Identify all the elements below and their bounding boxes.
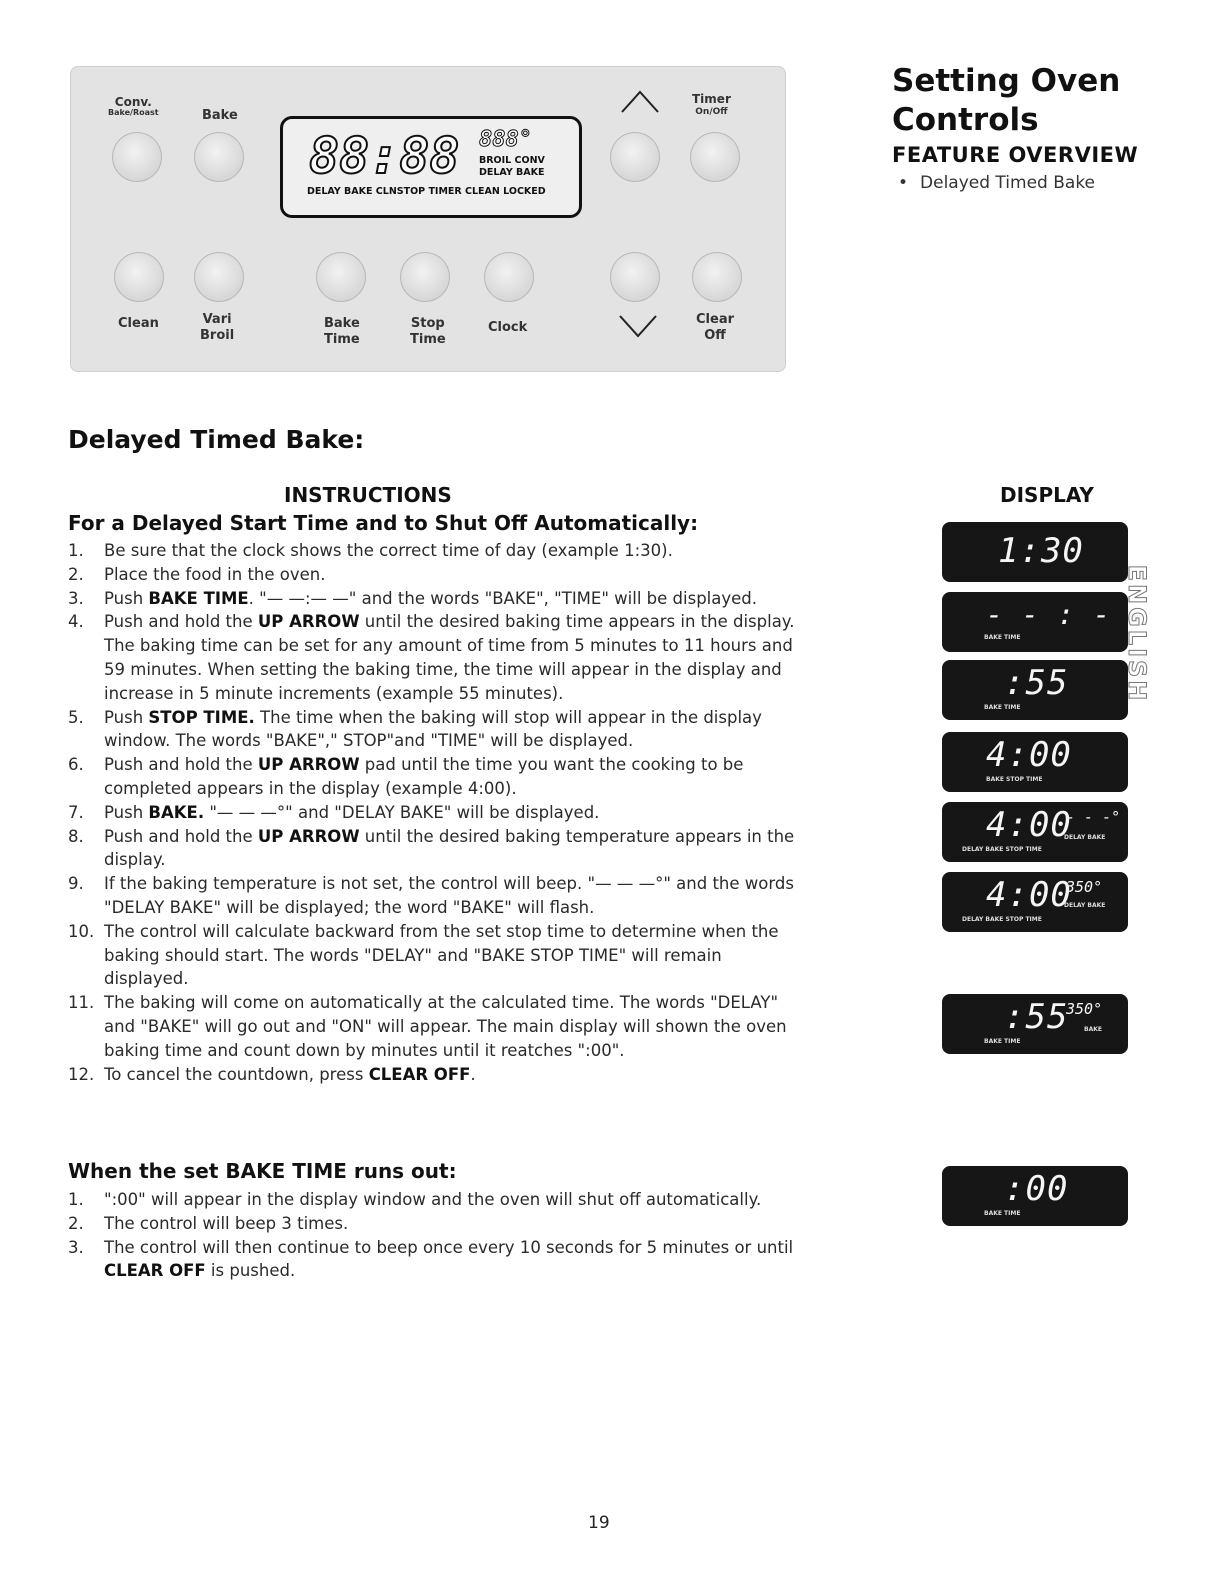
- display-indicator-words: BAKE TIME: [984, 1038, 1021, 1045]
- display-main-digits: - - : - -: [986, 598, 1147, 631]
- display-temp-digits: 350°: [1066, 878, 1103, 896]
- step-item: [68, 563, 796, 587]
- display-panel: [942, 660, 1128, 720]
- lcd-main-digits: 88:88: [309, 127, 460, 185]
- display-indicator-words: DELAY BAKE STOP TIME: [962, 916, 1042, 923]
- timer-label-line1: Timer: [692, 92, 731, 106]
- display-main-digits: 4:00: [986, 875, 1072, 915]
- step-item: [68, 1236, 796, 1284]
- step-item: [68, 587, 796, 611]
- display-main-digits: :00: [1004, 1169, 1069, 1209]
- display-panel: [942, 872, 1128, 932]
- bake-time-line2: Time: [324, 332, 360, 347]
- step-text: until the desired baking time appears in the display. The baking time can be set for any amount of time from 5 minutes to 11 hours and 59 minutes. When setting the baking time, the time will appear in the display and increase in 5 minute increments (example 55 minutes).: [104, 612, 795, 703]
- step-item: [68, 801, 796, 825]
- step-number: 10.: [68, 921, 95, 941]
- display-indicator-words: BAKE STOP TIME: [986, 776, 1043, 783]
- display-main-digits: :55: [1004, 663, 1069, 703]
- step-item: [68, 1188, 796, 1212]
- runs-out-heading: When the set BAKE TIME runs out:: [68, 1159, 457, 1183]
- feature-overview-heading: FEATURE OVERVIEW: [892, 143, 1139, 167]
- step-item: [68, 706, 796, 754]
- stop-time-line1: Stop: [410, 316, 445, 331]
- step-text: Place the food in the oven.: [104, 564, 326, 584]
- step-text-pre: Push and hold the: [104, 755, 258, 775]
- display-main-digits: 4:00: [986, 735, 1072, 775]
- step-item: [68, 872, 796, 920]
- bake-time-label: [324, 316, 360, 348]
- clock-label: Clock: [488, 320, 528, 335]
- conv-label-line2: Bake/Roast: [108, 108, 159, 117]
- step-number: 12.: [68, 1064, 95, 1084]
- oven-control-panel: [70, 66, 786, 372]
- bake-time-button[interactable]: [316, 252, 366, 302]
- up-arrow-button[interactable]: [610, 132, 660, 182]
- step-text-pre: To cancel the countdown, press: [104, 1064, 369, 1084]
- step-text: The control will beep 3 times.: [104, 1213, 349, 1233]
- step-text-pre: Push and hold the: [104, 612, 258, 632]
- step-number: 9.: [68, 874, 84, 894]
- timer-label-line2: On/Off: [695, 107, 728, 117]
- control-lcd: [280, 116, 582, 218]
- step-keyword: UP ARROW: [257, 755, 360, 775]
- display-main-digits: 1:30: [998, 531, 1084, 571]
- step-keyword: STOP TIME.: [148, 707, 255, 727]
- step-number: 3.: [68, 588, 84, 608]
- vari-broil-button[interactable]: [194, 252, 244, 302]
- conv-label-line1: Conv.: [114, 95, 152, 109]
- step-number: 2.: [68, 1213, 84, 1233]
- step-item: [68, 539, 796, 563]
- vari-label-line1: Vari: [202, 312, 232, 327]
- step-item: [68, 920, 796, 991]
- clear-label-line1: Clear: [696, 312, 734, 327]
- lcd-row2: DELAY BAKE: [479, 167, 545, 178]
- step-text: Be sure that the clock shows the correct time of day (example 1:30).: [104, 541, 673, 560]
- step-text: .: [470, 1064, 476, 1084]
- clean-label: Clean: [118, 316, 159, 331]
- display-panel: [942, 802, 1128, 862]
- display-main-digits: :55: [1004, 997, 1069, 1037]
- display-main-digits: 4:00: [986, 805, 1072, 845]
- page-title-text: Setting Oven Controls: [892, 63, 1121, 138]
- display-temp-words: BAKE: [1084, 1026, 1102, 1033]
- display-temp-digits: 350°: [1066, 1000, 1103, 1018]
- page-title: [892, 62, 1132, 140]
- lcd-temp-digits: 888°: [479, 127, 532, 152]
- step-text-pre: Push: [104, 588, 149, 608]
- step-number: 4.: [68, 612, 84, 632]
- conv-bake-roast-label: [108, 96, 159, 118]
- step-item: [68, 610, 796, 705]
- step-text: pad until the time you want the cooking to be completed appears in the display (example 4:00).: [104, 755, 744, 798]
- step-text-pre: Push: [104, 707, 149, 727]
- broil-label-line2: Broil: [200, 328, 235, 343]
- feature-list-item: [898, 172, 1095, 194]
- clock-button[interactable]: [484, 252, 534, 302]
- section-title: Delayed Timed Bake:: [68, 425, 365, 454]
- step-text: ":00" will appear in the display window and the oven will shut off automatically.: [104, 1190, 762, 1209]
- display-indicator-words: BAKE TIME: [984, 634, 1021, 641]
- step-number: 6.: [68, 755, 84, 775]
- up-arrow-icon: [620, 90, 660, 114]
- display-panel: [942, 1166, 1128, 1226]
- step-text: is pushed.: [205, 1261, 296, 1281]
- step-keyword: BAKE TIME: [148, 588, 249, 608]
- clean-button[interactable]: [114, 252, 164, 302]
- step-keyword: CLEAR OFF: [368, 1064, 471, 1084]
- vari-broil-label: [200, 312, 234, 344]
- display-indicator-words: DELAY BAKE STOP TIME: [962, 846, 1042, 853]
- step-keyword: UP ARROW: [257, 826, 360, 846]
- step-item: [68, 825, 796, 873]
- display-temp-words: DELAY BAKE: [1064, 902, 1106, 909]
- step-text: The baking will come on automatically at the calculated time. The words "DELAY" and "BAKE" will go out and "ON" will appear. The main display will shown the oven baking time and count down by minutes until it reatches ":00".: [104, 993, 787, 1060]
- display-panel: [942, 522, 1128, 582]
- step-item: [68, 753, 796, 801]
- step-text: until the desired baking temperature appears in the display.: [104, 826, 795, 870]
- step-item: [68, 1063, 796, 1087]
- display-panel: [942, 592, 1147, 652]
- step-number: 5.: [68, 707, 84, 727]
- step-text: "— — —°" and "DELAY BAKE" will be displayed.: [204, 802, 600, 822]
- bullet-icon: •: [898, 173, 909, 193]
- step-keyword: CLEAR OFF: [104, 1261, 206, 1281]
- lcd-bottom-words: DELAY BAKE CLNSTOP TIMER CLEAN LOCKED: [307, 186, 546, 197]
- display-panel: [942, 732, 1128, 792]
- display-temp-words: DELAY BAKE: [1064, 834, 1106, 841]
- step-keyword: UP ARROW: [257, 612, 360, 632]
- stop-time-button[interactable]: [400, 252, 450, 302]
- bake-label: Bake: [202, 108, 238, 123]
- feature-item-label: Delayed Timed Bake: [920, 173, 1096, 193]
- step-number: 1.: [68, 541, 84, 560]
- stop-time-line2: Time: [410, 332, 446, 347]
- runs-out-steps: [68, 1188, 796, 1283]
- step-keyword: BAKE.: [148, 802, 205, 822]
- step-number: 11.: [68, 993, 95, 1013]
- step-text: If the baking temperature is not set, the control will beep. "— — —°" and the words "DELAY BAKE" will be displayed; the word "BAKE" will flash.: [104, 874, 794, 917]
- display-panel: [942, 994, 1128, 1054]
- bake-button[interactable]: [194, 132, 244, 182]
- step-text: The time when the baking will stop will appear in the display window. The words "BAKE"," STOP"and "TIME" will be displayed.: [104, 707, 762, 751]
- display-temp-digits: - - -°: [1066, 808, 1121, 826]
- step-item: [68, 991, 796, 1062]
- language-side-tab: [1123, 564, 1151, 704]
- display-indicator-words: BAKE TIME: [984, 1210, 1021, 1217]
- clear-off-label: [696, 312, 734, 344]
- step-number: 1.: [68, 1190, 84, 1209]
- bake-time-line1: Bake: [324, 316, 360, 331]
- step-text-pre: Push: [104, 802, 149, 822]
- instructions-subheading: For a Delayed Start Time and to Shut Off Automatically:: [68, 511, 699, 535]
- off-label-line2: Off: [704, 328, 726, 343]
- step-text-pre: The control will then continue to beep once every 10 seconds for 5 minutes or until: [104, 1237, 794, 1257]
- down-arrow-button[interactable]: [610, 252, 660, 302]
- lcd-row1: BROIL CONV: [479, 155, 545, 166]
- step-number: 2.: [68, 564, 84, 584]
- display-indicator-words: BAKE TIME: [984, 704, 1021, 711]
- page-number: 19: [588, 1513, 610, 1533]
- display-heading: DISPLAY: [1000, 483, 1094, 507]
- step-text: . "— —:— —" and the words "BAKE", "TIME" will be displayed.: [248, 588, 757, 608]
- step-text-pre: Push and hold the: [104, 826, 258, 846]
- conv-bake-roast-button[interactable]: [112, 132, 162, 182]
- instruction-steps: [68, 539, 796, 1086]
- language-side-tab-label: ENGLISH: [1123, 564, 1151, 704]
- timer-on-off-label: [692, 92, 731, 118]
- stop-time-label: [410, 316, 446, 348]
- step-number: 7.: [68, 802, 84, 822]
- down-arrow-icon: [618, 314, 658, 338]
- instructions-heading: INSTRUCTIONS: [284, 483, 452, 507]
- clear-off-button[interactable]: [692, 252, 742, 302]
- step-number: 8.: [68, 826, 84, 846]
- step-number: 3.: [68, 1237, 84, 1257]
- timer-on-off-button[interactable]: [690, 132, 740, 182]
- step-text: The control will calculate backward from the set stop time to determine when the baking should start. The words "DELAY" and "BAKE STOP TIME" will remain displayed.: [104, 921, 779, 989]
- step-item: [68, 1212, 796, 1236]
